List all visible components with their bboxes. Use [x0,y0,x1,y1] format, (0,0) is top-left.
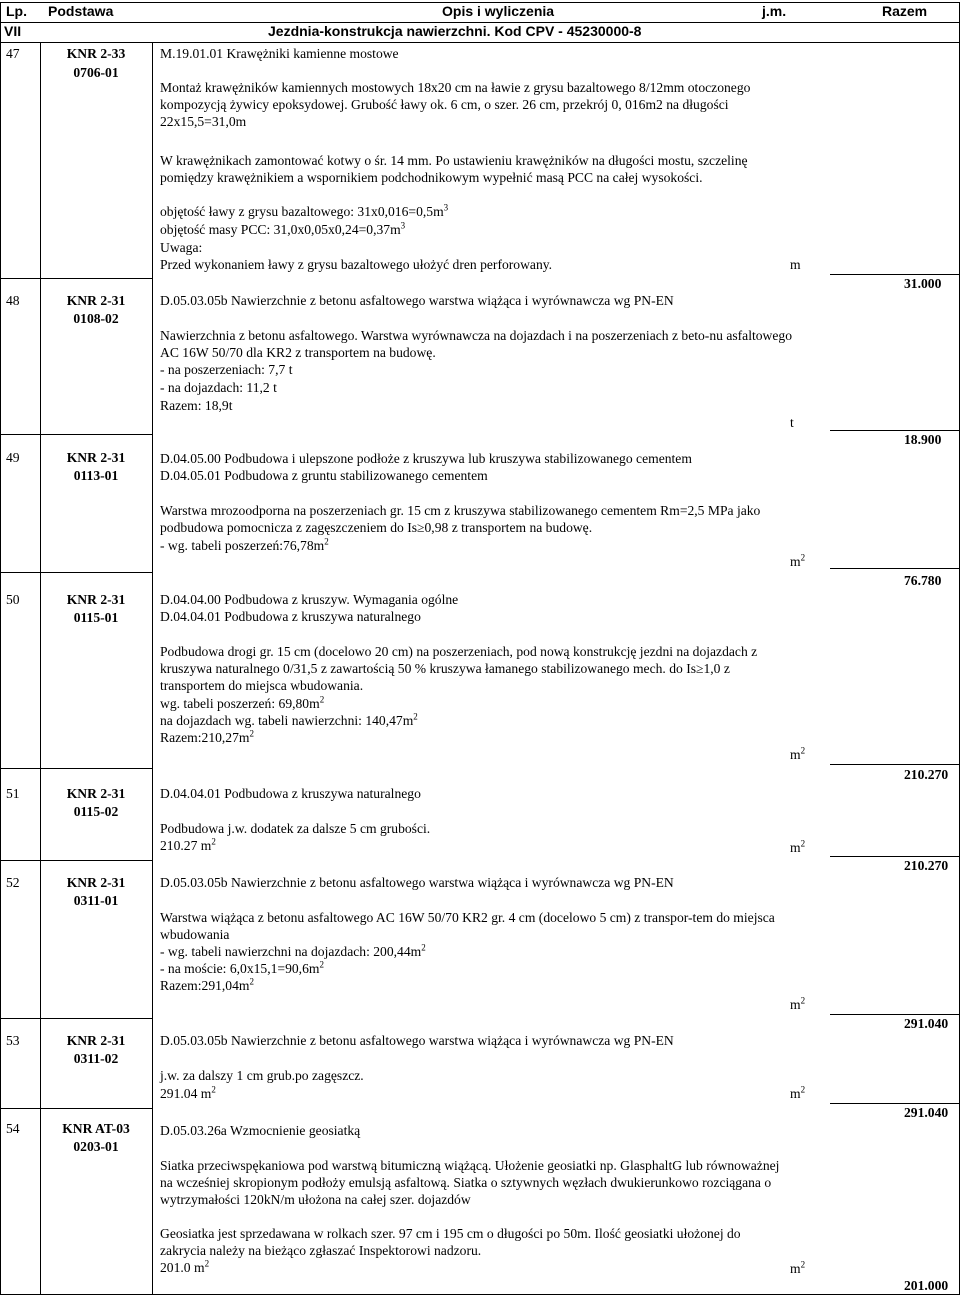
item-code: KNR 2-31 [66,293,126,308]
item-line: - na moście: $6,0x15,1=90,6m^2$ [160,959,324,976]
item-code-sub: 0203-01 [73,1139,119,1154]
item-description: Warstwa mrozoodporna na poszerzeniach gr. 15 cm z kruszywa stabilizowanego cementem Rm=2,5 MPa jako podbudowa pomocnicza z zagęszczeniem do Is≥0,98 z transportem na budowę. [160,503,761,535]
row-separator [0,860,153,861]
item-title: D.04.04.01 Podbudowa z kruszywa naturalnego [160,609,421,624]
item-code: KNR AT-03 [62,1121,130,1136]
row-separator [0,572,153,573]
item-title: D.05.03.26a Wzmocnienie geosiatką [160,1123,361,1138]
item-total: 291.040 [904,1016,949,1031]
section-title: Jezdnia-konstrukcja nawierzchni. Kod CPV - 45230000-8 [268,23,642,39]
item-code-sub: 0108-02 [73,311,119,326]
item-total: 76.780 [904,573,942,588]
item-unit: m [790,257,801,272]
header-opis: Opis i wyliczenia [442,3,555,19]
item-code: KNR 2-33 [66,46,126,61]
item-description: Podbudowa j.w. dodatek za dalsze 5 cm grubości. [160,821,431,836]
item-total: 18.900 [904,432,942,447]
item-code-sub: 0311-02 [73,1051,119,1066]
row-separator [0,1108,153,1109]
item-code: KNR 2-31 [66,786,126,801]
item-number: 54 [6,1121,20,1136]
item-note-label: Uwaga: [160,240,203,255]
item-quantity: 210.27 $m^2$ [160,836,216,853]
item-description: Montaż krawężników kamiennych mostowych 18x20 cm na ławie z grysu bazaltowego 8/12mm otoczonego kompozycją żywicy epoksydowej. Grubość ławy ok. 6 cm, o szer. 26 cm, przekrój 0, 016m2 na długości 22x15,5=31,0m [160,80,751,129]
item-code-sub: 0115-02 [73,804,119,819]
item-code-sub: 0113-01 [73,468,119,483]
item-line: - wg. tabeli nawierzchni na dojazdach: $200,44m^2$ [160,942,426,959]
item-calc: objętość masy PCC: $31,0x0,05x0,24=0,37m^3$ [160,220,406,237]
item-code: KNR 2-31 [66,1033,126,1048]
row-separator [0,278,153,279]
item-number: 47 [6,46,20,61]
item-title: D.04.05.00 Podbudowa i ulepszone podłoże z kruszywa lub kruszywa stabilizowanego cementem [160,451,692,466]
item-total: 210.270 [904,767,949,782]
item-line: na dojazdach wg. tabeli nawierzchni: $140,47m^2$ [160,711,418,728]
item-line: - wg. tabeli $poszerzeń:76,78m^2$ [160,536,329,553]
header-podstawa: Podstawa [48,3,114,19]
item-quantity: 291.04 $m^2$ [160,1084,216,1101]
item-title: D.05.03.05b Nawierzchnie z betonu asfaltowego warstwa wiążąca i wyrównawcza wg PN-EN [160,293,674,308]
item-unit: $m^2$ [790,552,806,569]
item-line: $Razem:291,04m^2$ [160,976,254,993]
item-unit: $m^2$ [790,745,806,762]
item-total: 210.270 [904,858,949,873]
item-unit: t [790,415,794,430]
item-line: wg. tabeli poszerzeń: $69,80m^2$ [160,694,325,711]
item-description: Podbudowa drogi gr. 15 cm (docelowo 20 cm) na poszerzeniach, pod nową konstrukcję jezdni na dojazdach z kruszywa naturalnego 0/31,5 z zawartością 50 % kruszywa łamanego stabilizowanego mech. do Is≥1,0 z transportem do miejsca wbudowania. [160,644,758,693]
item-code-sub: 0706-01 [73,65,119,80]
item-title: M.19.01.01 Krawężniki kamienne mostowe [160,46,399,61]
item-line: $Razem:210,27m^2$ [160,728,254,745]
item-code-sub: 0311-01 [73,893,119,908]
item-number: 52 [6,875,20,890]
item-quantity: 201.0 $m^2$ [160,1258,210,1275]
row-separator [0,768,153,769]
item-unit: $m^2$ [790,1084,806,1101]
item-title: D.04.05.01 Podbudowa z gruntu stabilizowanego cementem [160,468,488,483]
item-calc: objętość ławy z grysu bazaltowego: $31x0,016=0,5m^3$ [160,202,449,219]
item-number: 49 [6,450,20,465]
item-note: Przed wykonaniem ławy z grysu bazaltowego ułożyć dren perforowany. [160,257,553,272]
item-title: D.04.04.01 Podbudowa z kruszywa naturalnego [160,786,421,801]
item-line: - na dojazdach: 11,2 t [160,380,277,395]
item-code-sub: 0115-01 [73,610,119,625]
section-separator [0,42,960,43]
total-separator [830,764,960,765]
item-number: 50 [6,592,20,607]
item-total: 201.000 [904,1278,949,1293]
item-number: 51 [6,786,20,801]
item-code: KNR 2-31 [66,450,126,465]
item-code: KNR 2-31 [66,875,126,890]
item-unit: $m^2$ [790,995,806,1012]
item-total: 31.000 [904,276,942,291]
item-title: D.05.03.05b Nawierzchnie z betonu asfaltowego warstwa wiążąca i wyrównawcza wg PN-EN [160,875,674,890]
header-lp: Lp. [6,3,27,19]
item-unit: $m^2$ [790,838,806,855]
total-separator [830,568,960,569]
item-description: Siatka przeciwspękaniowa pod warstwą bitumiczną wiążącą. Ułożenie geosiatki np. GlasphaltG lub równoważnej na wcześniej skropionym podłoży emulsją asfaltową. Siatka o sztywnych węzłach dwukierunkowo rozciągana o wytrzymałości 120kN/m ułożona na całej szer. dojazdów [160,1158,780,1207]
item-number: 53 [6,1033,20,1048]
row-separator [0,434,153,435]
table-bottom-border [0,1294,960,1295]
row-separator [0,1018,153,1019]
item-unit: $m^2$ [790,1259,806,1276]
item-description: Warstwa wiążąca z betonu asfaltowego AC 16W 50/70 KR2 gr. 4 cm (docelowo 5 cm) z transpor-tem do miejsca wbudowania [160,910,775,942]
item-code: KNR 2-31 [66,592,126,607]
item-title: D.04.04.00 Podbudowa z kruszyw. Wymagania ogólne [160,592,459,607]
border-left [0,2,1,1295]
header-jm: j.m. [762,3,787,19]
item-line: Razem: 18,9t [160,398,233,413]
section-number: VII [4,23,22,39]
item-line: - na poszerzeniach: 7,7 t [160,362,293,377]
item-description: Nawierzchnia z betonu asfaltowego. Warstwa wyrównawcza na dojazdach i na poszerzeniach z beto-nu asfaltowego AC 16W 50/70 dla KR2 z transportem na budowę. [160,328,792,360]
item-number: 48 [6,293,20,308]
header-razem: Razem [882,3,928,19]
item-description: Geosiatka jest sprzedawana w rolkach szer. 97 cm i 195 cm o długości po 50m. Ilość geosiatki ułożonej do zakrycia należy na bieżąco zgłaszać Inspektorowi nadzoru. [160,1226,741,1258]
item-title: D.05.03.05b Nawierzchnie z betonu asfaltowego warstwa wiążąca i wyrównawcza wg PN-EN [160,1033,674,1048]
item-description: j.w. za dalszy 1 cm grub.po zagęszcz. [160,1068,364,1083]
item-total: 291.040 [904,1105,949,1120]
item-description: W krawężnikach zamontować kotwy o śr. 14 mm. Po ustawieniu krawężników na długości mostu, szczelinę pomiędzy krawężnikiem a wspornikiem podchodnikowym wypełnić masą PCC na całej wysokości. [160,153,748,185]
